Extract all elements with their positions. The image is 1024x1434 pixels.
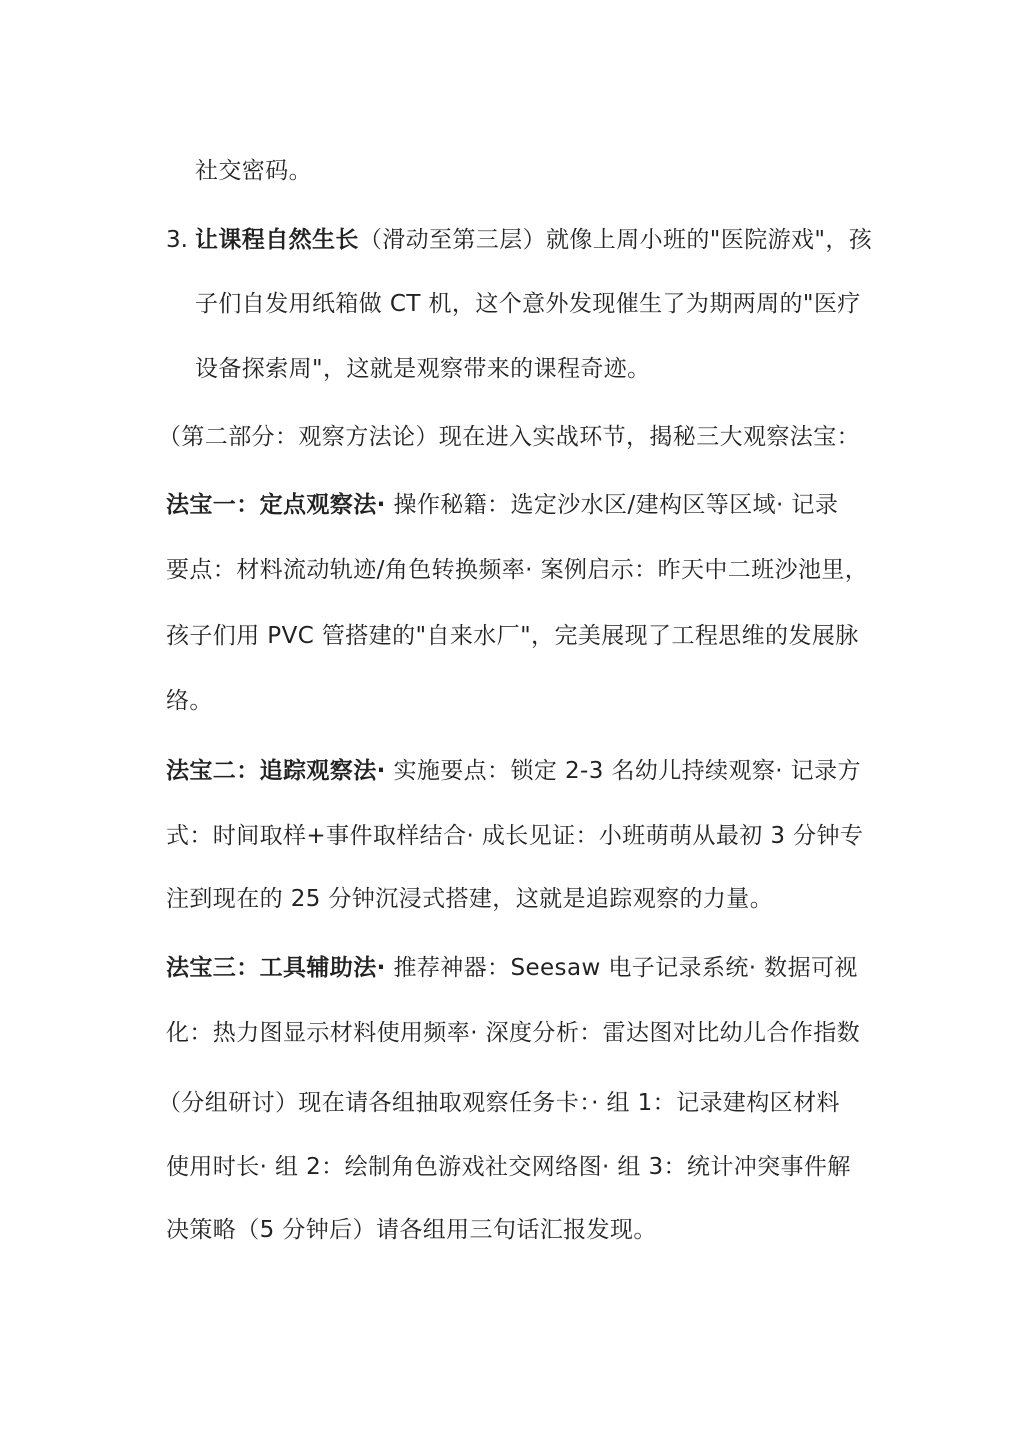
text-line — [195, 218, 872, 262]
text-line: 决策略（5 分钟后）请各组用三句话汇报发现。 — [166, 1217, 657, 1243]
method-text: 操作秘籍：选定沙水区/建构区等区域· 记录 — [385, 492, 839, 518]
list-number: 3. — [166, 227, 188, 253]
text-line: 社交密码。 — [195, 158, 312, 184]
text-line — [166, 749, 861, 793]
section-intro-line: （第二部分：观察方法论）现在进入实战环节，揭秘三大观察法宝： — [158, 424, 860, 450]
method-text: 实施要点：锁定 2-3 名幼儿持续观察· 记录方 — [385, 758, 861, 784]
list-item-text: （滑动至第三层）就像上周小班的"医院游戏"，孩 — [358, 227, 873, 253]
text-line: 化：热力图显示材料使用频率· 深度分析：雷达图对比幼儿合作指数 — [166, 1020, 861, 1046]
text-line — [166, 483, 838, 527]
text-line: 要点：材料流动轨迹/角色转换频率· 案例启示：昨天中二班沙池里， — [166, 557, 869, 583]
method-heading-1: 法宝一：定点观察法· — [166, 492, 386, 518]
method-text: 推荐神器：Seesaw 电子记录系统· 数据可视 — [385, 955, 858, 981]
text-line: 络。 — [166, 688, 213, 714]
text-line: 式：时间取样+事件取样结合· 成长见证：小班萌萌从最初 3 分钟专 — [166, 823, 864, 849]
text-line: （分组研讨）现在请各组抽取观察任务卡：· 组 1：记录建构区材料 — [158, 1090, 840, 1116]
text-line: 孩子们用 PVC 管搭建的"自来水厂"，完美展现了工程思维的发展脉 — [166, 623, 859, 649]
text-line — [166, 946, 858, 990]
method-heading-2: 法宝二：追踪观察法· — [166, 758, 386, 784]
text-line: 注到现在的 25 分钟沉浸式搭建，这就是追踪观察的力量。 — [166, 886, 774, 912]
method-heading-3: 法宝三：工具辅助法· — [166, 955, 386, 981]
text-line: 子们自发用纸箱做 CT 机，这个意外发现催生了为期两周的"医疗 — [195, 291, 861, 317]
text-line: 使用时长· 组 2：绘制角色游戏社交网络图· 组 3：统计冲突事件解 — [166, 1154, 851, 1180]
text-line: 设备探索周"，这就是观察带来的课程奇迹。 — [195, 356, 651, 382]
list-item-heading: 让课程自然生长 — [195, 227, 359, 253]
